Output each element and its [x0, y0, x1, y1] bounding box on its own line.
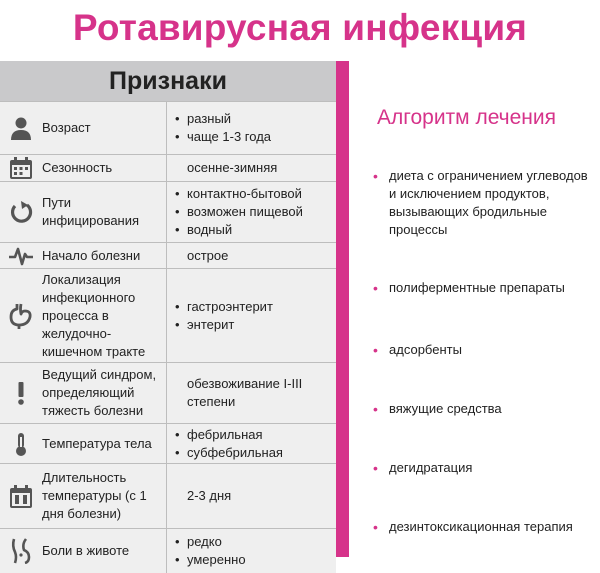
sign-cell [0, 182, 167, 242]
bullet-icon: • [373, 460, 378, 476]
stomach-icon [8, 303, 34, 329]
table-row [0, 181, 336, 242]
value-item: • контактно-бытовой [175, 185, 332, 203]
sign-cell [0, 155, 167, 181]
value-cell [167, 363, 336, 423]
treatment-text: дезинтоксикационная терапия [389, 519, 573, 534]
calendar-icon [8, 155, 34, 181]
sign-label: Локализация инфекционного процесса в желудочно-кишечном тракте [42, 271, 146, 359]
signs-table [0, 61, 336, 567]
sign-cell [0, 464, 167, 528]
value-cell [167, 269, 336, 362]
table-row [0, 101, 336, 154]
treatment-text: полиферментные препараты [389, 280, 565, 295]
value-cell [167, 102, 336, 154]
value-item: • фебрильная [175, 426, 332, 444]
value-item: 2-3 дня [187, 488, 232, 503]
sign-label: Пути инфицирования [42, 195, 140, 228]
treatment-text: дегидратация [389, 460, 473, 475]
value-cell [167, 243, 336, 268]
page-title: Ротавирусная инфекция [72, 7, 528, 48]
treatment-item [373, 518, 593, 536]
calendar-days-icon [8, 483, 34, 509]
table-row [0, 154, 336, 181]
value-item: • возможен пищевой [175, 203, 332, 221]
value-cell [167, 182, 336, 242]
sign-cell [0, 269, 167, 362]
signs-header: Признаки [0, 61, 336, 101]
treatment-item [373, 167, 593, 239]
value-item: • умеренно [175, 551, 332, 569]
exclamation-icon [8, 380, 34, 406]
bullet-icon: • [373, 342, 378, 358]
cycle-arrow-icon [8, 199, 34, 225]
table-row [0, 463, 336, 528]
treatment-item [373, 459, 593, 477]
value-item: • водный [175, 221, 332, 239]
value-cell [167, 529, 336, 573]
sign-cell [0, 363, 167, 423]
bullet-icon: • [373, 519, 378, 535]
pulse-icon [8, 243, 34, 269]
value-item: • субфебрильная [175, 444, 332, 462]
treatment-item [373, 341, 593, 359]
value-item: • чаще 1-3 года [175, 128, 332, 146]
bullet-icon: • [373, 168, 378, 184]
value-cell [167, 155, 336, 181]
accent-divider [336, 61, 349, 557]
belly-icon [8, 538, 34, 564]
sign-label: Возраст [42, 120, 91, 135]
value-cell [167, 464, 336, 528]
value-item: • гастроэнтерит [175, 298, 332, 316]
treatment-header: Алгоритм лечения [377, 106, 556, 129]
treatment-text: диета с ограничением углеводов и исключением продуктов, вызывающих бродильные процессы [389, 168, 588, 237]
sign-cell [0, 424, 167, 463]
value-item: обезвоживание I-III степени [187, 376, 303, 409]
table-row [0, 268, 336, 362]
value-item: • разный [175, 110, 332, 128]
thermometer-icon [8, 431, 34, 457]
sign-label: Длительность температуры (с 1 дня болезни) [42, 470, 147, 521]
treatment-item [373, 400, 593, 418]
treatment-item [373, 279, 593, 297]
sign-label: Начало болезни [42, 247, 141, 263]
sign-cell [0, 102, 167, 154]
treatment-text: адсорбенты [389, 342, 462, 357]
table-row [0, 528, 336, 573]
sign-label: Боли в животе [42, 543, 130, 558]
value-item: • энтерит [175, 316, 332, 334]
sign-cell [0, 529, 167, 573]
table-row [0, 423, 336, 463]
value-item: осенне-зимняя [187, 160, 278, 175]
bullet-icon: • [373, 401, 378, 417]
treatment-text: вяжущие средства [389, 401, 502, 416]
bullet-icon: • [373, 280, 378, 296]
person-icon [8, 115, 34, 141]
value-cell [167, 424, 336, 463]
treatment-panel [349, 61, 600, 557]
table-row [0, 362, 336, 423]
value-item: • редко [175, 533, 332, 551]
table-row [0, 242, 336, 268]
sign-label: Сезонность [42, 160, 113, 175]
sign-cell [0, 243, 167, 268]
sign-label: Температура тела [42, 435, 152, 451]
value-item: острое [187, 247, 229, 263]
sign-label: Ведущий синдром, определяющий тяжесть болезни [42, 367, 157, 418]
